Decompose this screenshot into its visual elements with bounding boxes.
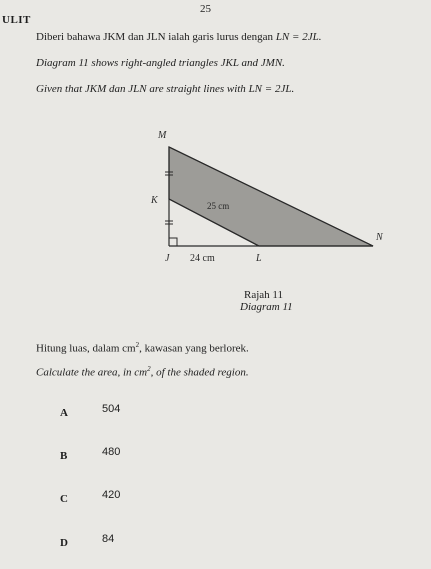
question-english: [36, 365, 249, 379]
option-letter: B: [60, 450, 68, 462]
answer-option-b[interactable]: [60, 446, 121, 464]
question-english-sup: 2: [147, 365, 151, 373]
option-value: 420: [102, 489, 121, 501]
answer-option-d[interactable]: [60, 533, 115, 551]
statement-given-condition: LN = 2JL.: [248, 83, 295, 95]
answer-option-a[interactable]: [60, 403, 121, 421]
answer-option-c[interactable]: [60, 489, 121, 507]
triangle-diagram: [150, 118, 400, 270]
diagram-caption-english: Diagram 11: [240, 301, 293, 313]
vertex-label-l: L: [256, 253, 262, 264]
right-angle-marker: [169, 238, 177, 246]
option-value: 480: [102, 446, 121, 458]
question-malay-prefix: Hitung luas, dalam cm: [36, 342, 136, 355]
diagram-caption-malay: Rajah 11: [244, 289, 283, 301]
question-english-suffix: , of the shaded region.: [150, 366, 249, 379]
question-malay: [36, 341, 249, 355]
vertex-label-n: N: [376, 232, 383, 243]
statement-given-text: Given that JKM dan JLN are straight lines with: [36, 83, 249, 95]
length-label-jl: 24 cm: [190, 253, 215, 264]
question-english-prefix: Calculate the area, in cm: [36, 366, 148, 379]
statement-english-given: [36, 83, 294, 95]
option-value: 84: [102, 533, 115, 545]
length-label-kl: 25 cm: [207, 201, 230, 211]
statement-malay: [36, 31, 321, 43]
option-letter: D: [60, 537, 68, 549]
vertex-label-k: K: [151, 195, 158, 206]
option-letter: A: [60, 407, 68, 419]
vertex-label-j: J: [165, 253, 170, 264]
question-malay-suffix: , kawasan yang berlorek.: [139, 342, 249, 355]
vertex-label-m: M: [158, 130, 167, 141]
statement-english-diagram: Diagram 11 shows right-angled triangles JKL and JMN.: [36, 57, 285, 69]
question-malay-sup: 2: [135, 341, 140, 349]
page-header: ULIT: [2, 14, 31, 26]
option-value: 504: [102, 403, 121, 415]
page-number: 25: [200, 3, 211, 15]
statement-malay-text: Diberi bahawa JKM dan JLN ialah garis lurus dengan: [36, 31, 276, 43]
statement-malay-condition: LN = 2JL.: [275, 31, 322, 43]
option-letter: C: [60, 493, 68, 505]
